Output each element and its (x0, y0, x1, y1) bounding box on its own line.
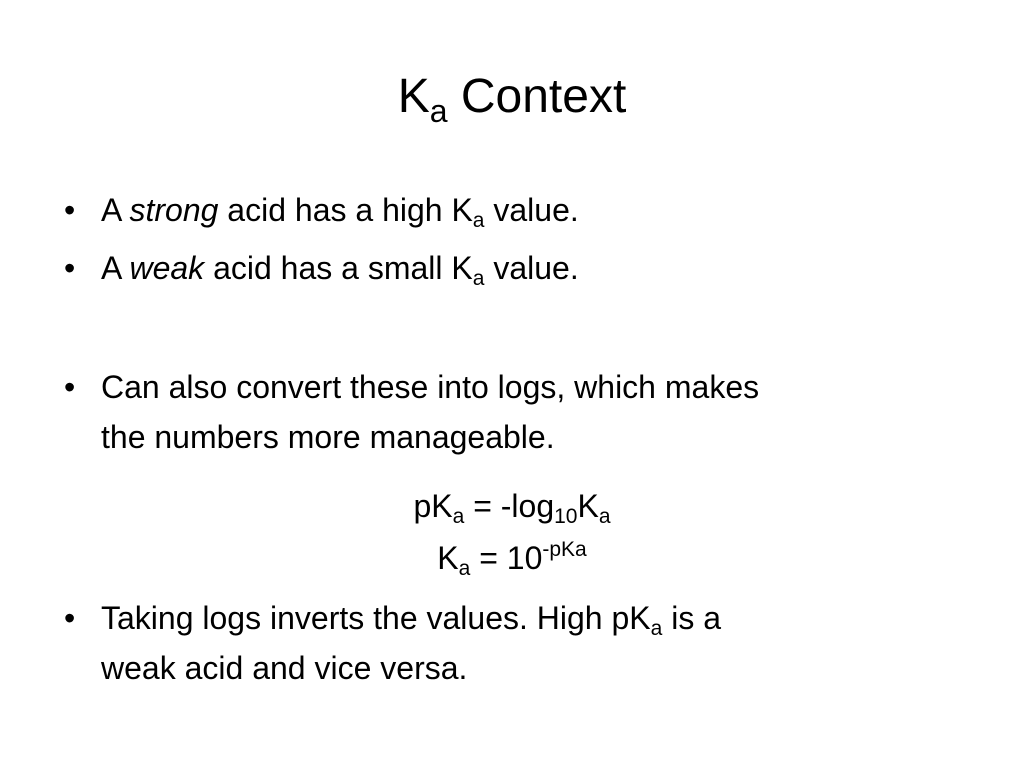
bullet-strong-acid (64, 185, 964, 235)
bullet-text-line1: Can also convert these into logs, which makes (101, 369, 760, 405)
eq-term: pK (413, 488, 453, 524)
eq-subscript: 10 (554, 505, 578, 528)
bullet-line (64, 243, 964, 293)
bullet-text-pre: Taking logs inverts the values. High pK (101, 600, 651, 636)
bullet-logs (64, 362, 964, 462)
eq-term: = 10 (470, 540, 543, 576)
eq-term: K (577, 488, 599, 524)
eq-term: K (437, 540, 459, 576)
bullet-text-line2: weak acid and vice versa. (101, 650, 468, 686)
bullet-line (64, 185, 964, 235)
bullet-marker: • (64, 192, 76, 228)
bullet-text-pre: A (101, 192, 130, 228)
bullet-text-mid: acid has a high K (218, 192, 473, 228)
bullet-text-post: is a (662, 600, 721, 636)
bullet-marker: • (64, 369, 76, 405)
bullet-text-pre: A (101, 250, 130, 286)
eq-subscript: a (452, 505, 465, 528)
bullet-marker: • (64, 600, 76, 636)
bullet-marker: • (64, 250, 76, 286)
bullet-text-post: value. (484, 250, 579, 286)
equation-ka (0, 536, 1024, 580)
eq-superscript: -pKa (542, 538, 587, 561)
bullet-subscript: a (472, 267, 485, 290)
slide-title (0, 64, 1024, 130)
eq-term: = -log (464, 488, 555, 524)
bullet-text-emphasis: weak (129, 250, 205, 286)
bullet-weak-acid (64, 243, 964, 293)
bullet-subscript: a (650, 617, 663, 640)
eq-subscript: a (598, 505, 611, 528)
bullet-text-line2: the numbers more manageable. (101, 419, 555, 455)
equation-pka (0, 484, 1024, 528)
bullet-subscript: a (472, 209, 485, 232)
bullet-line (64, 362, 964, 462)
bullet-line (64, 593, 964, 693)
title-subscript: a (429, 93, 448, 129)
title-rest: Context (447, 70, 627, 123)
eq-subscript: a (458, 557, 471, 580)
bullet-text-mid: acid has a small K (204, 250, 473, 286)
bullet-text-emphasis: strong (129, 192, 219, 228)
title-main: K (397, 70, 430, 123)
bullet-inverts (64, 593, 964, 693)
bullet-text-post: value. (484, 192, 579, 228)
